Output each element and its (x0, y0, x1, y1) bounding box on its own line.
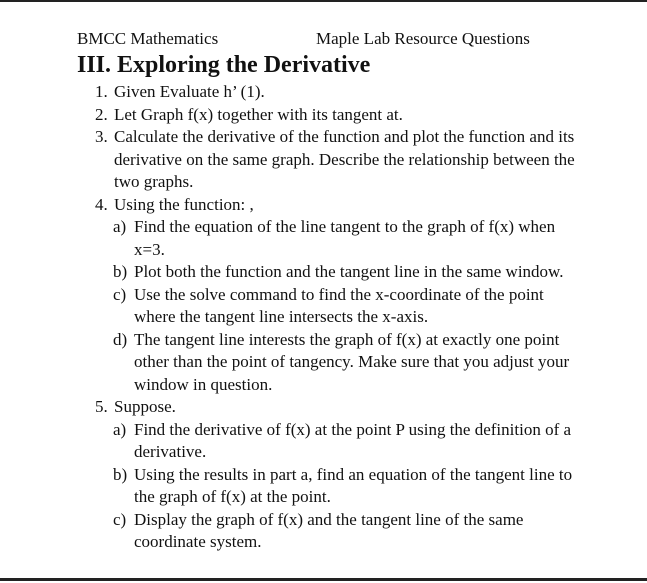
part-letter: b) (113, 464, 128, 484)
part-text: Display the graph of f(x) and the tangent line of the same coordinate system. (134, 509, 524, 551)
question-list (95, 81, 575, 554)
question-text: Given Evaluate h’ (1). (114, 82, 265, 101)
part-letter: d) (113, 329, 128, 349)
question-number: 4. (95, 194, 108, 214)
section-title: III. Exploring the Derivative (77, 52, 371, 78)
question-5c (113, 509, 575, 554)
part-text: Use the solve command to find the x-coordinate of the point where the tangent line intersects the x-axis. (134, 284, 544, 326)
question-5a (113, 419, 575, 464)
part-letter: a) (113, 419, 127, 439)
part-text: The tangent line interests the graph of f(x) at exactly one point other than the point of tangency. Make sure that you adjust your window in question. (134, 329, 570, 394)
question-5-parts (113, 419, 575, 554)
question-text: Using the function: , (114, 194, 254, 214)
part-letter: c) (113, 284, 127, 304)
header-course: BMCC Mathematics (77, 29, 219, 48)
part-letter: a) (113, 217, 127, 236)
question-number: 2. (95, 104, 108, 124)
question-3 (95, 126, 575, 194)
question-2 (95, 104, 575, 127)
part-text: Plot both the function and the tangent line in the same window. (134, 262, 564, 281)
question-4 (95, 194, 575, 217)
question-4c (113, 284, 575, 329)
page-top-border (0, 0, 647, 2)
part-text: Using the results in part a, find an equation of the tangent line to the graph of f(x) at the point. (134, 464, 573, 506)
question-number: 5. (95, 397, 108, 416)
header-resource: Maple Lab Resource Questions (316, 29, 530, 48)
question-5 (95, 396, 575, 419)
question-number: 1. (95, 82, 108, 101)
part-text: Find the derivative of f(x) at the point P using the definition of a derivative. (134, 419, 572, 461)
page-bottom-border (0, 578, 647, 581)
question-1 (95, 81, 575, 104)
question-text: Suppose. (114, 397, 176, 416)
question-text: Calculate the derivative of the function and plot the function and its derivative on the same graph. Describe the relationship between the two graphs. (114, 127, 575, 191)
question-text: Let Graph f(x) together with its tangent at. (114, 104, 403, 124)
question-4a (113, 216, 575, 261)
question-4b (113, 261, 575, 284)
question-number: 3. (95, 127, 108, 146)
question-4-parts (113, 216, 575, 396)
question-5b (113, 464, 575, 509)
part-letter: b) (113, 262, 128, 281)
part-letter: c) (113, 509, 127, 529)
part-text: Find the equation of the line tangent to the graph of f(x) when x=3. (134, 217, 556, 259)
question-4d (113, 329, 575, 397)
